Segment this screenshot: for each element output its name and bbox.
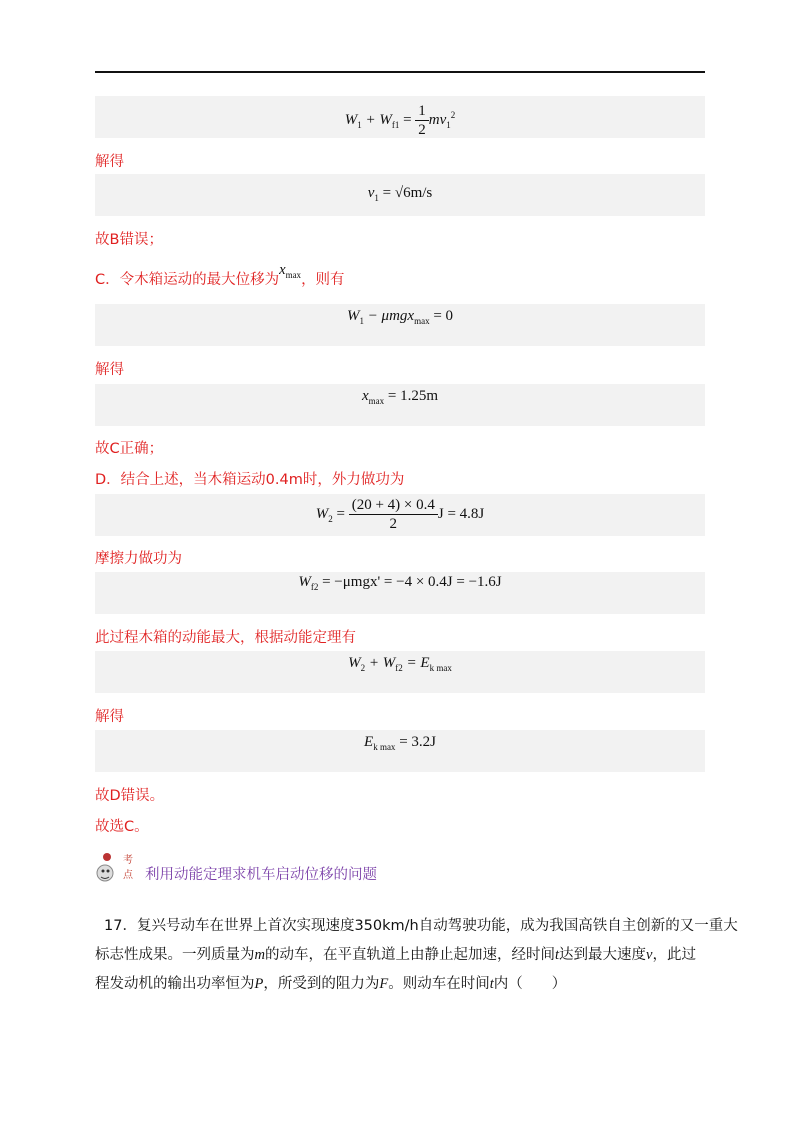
eq1-fraction: [415, 102, 429, 139]
eq8-rhs: = 3.2J: [395, 734, 436, 750]
c-intro-post: ，则有: [301, 272, 345, 288]
eq3-rhs: = 0: [429, 308, 454, 324]
q-var-v: v: [646, 947, 653, 963]
eq1-w: W: [344, 111, 358, 128]
text-jiede-2: 解得: [95, 362, 124, 378]
equation-2: [95, 185, 705, 203]
q-line3-d: 内（ ）: [493, 976, 567, 992]
text-max-ke: 此过程木箱的动能最大，根据动能定理有: [95, 630, 356, 646]
eq2-v: v: [367, 185, 375, 201]
equation-1: [95, 102, 705, 139]
text-d-wrong: 故D错误。: [95, 788, 165, 804]
equation-7: [95, 655, 705, 673]
equation-box-3: [95, 304, 705, 346]
kaodian-icon-char-2: 点: [123, 870, 133, 881]
eq5-w: W: [315, 505, 329, 522]
eq7-sub2: f2: [395, 663, 403, 673]
eq8-sub: k max: [373, 742, 396, 752]
question-17-line-2: [95, 943, 705, 964]
eq6-sub: f2: [310, 582, 319, 592]
q-line2-d: ，此过: [652, 947, 696, 963]
q-line2-b: 的动车，在平直轨道上由静止起加速，经时间: [264, 947, 555, 963]
eq2-sub: 1: [374, 193, 379, 203]
eq1-mv-sub: 1: [446, 119, 451, 130]
eq2-rhs: = √6m/s: [378, 185, 433, 201]
eq4-rhs: = 1.25m: [384, 388, 439, 404]
text-jiede-1: 解得: [95, 154, 124, 170]
eq7-sub: 2: [360, 663, 366, 673]
eq4-x: x: [361, 388, 369, 404]
eq7-w: W: [348, 655, 361, 671]
eq1-sub1: 1: [357, 119, 362, 130]
eq5-rhs: J = 4.8J: [437, 505, 485, 522]
question-17-line-3: [95, 972, 705, 993]
text-jiede-3: 解得: [95, 709, 124, 725]
text-friction: 摩擦力做功为: [95, 551, 182, 567]
eq5-denominator: 2: [389, 516, 398, 532]
question-17-line-1: 17．复兴号动车在世界上首次实现速度350km/h自动驾驶功能，成为我国高铁自主创新的又一重大: [104, 918, 738, 934]
eq5-sub: 2: [328, 513, 333, 524]
eq5-fraction: [349, 496, 438, 533]
equation-box-7: [95, 651, 705, 693]
eq6-w: W: [298, 574, 311, 590]
equation-box-8: [95, 730, 705, 772]
eq3-w: W: [346, 308, 360, 324]
eq7-sub3: k max: [429, 663, 452, 673]
eq1-numerator: 1: [415, 102, 429, 121]
q-var-t: t: [554, 947, 560, 963]
eq1-equals: =: [399, 111, 416, 128]
equation-box-1: [95, 96, 705, 138]
eq3-sub2: max: [414, 316, 430, 326]
q-line2-c: 达到最大速度: [559, 947, 647, 963]
eq6-rhs: = −μmgx' = −4 × 0.4J = −1.6J: [318, 574, 502, 590]
q-line3-a: 程发动机的输出功率恒为: [95, 976, 255, 992]
text-answer: 故选C。: [95, 819, 149, 835]
eq5-numerator: (20 + 4) × 0.4: [349, 496, 438, 515]
eq1-denominator: 2: [418, 122, 426, 138]
kaodian-icon: [95, 849, 143, 885]
eq7-plus: + W: [365, 655, 396, 671]
text-c-intro: [95, 262, 345, 290]
equation-8: [95, 734, 705, 752]
equation-box-5: [95, 494, 705, 536]
q-line2-a: 标志性成果。一列质量为: [95, 947, 255, 963]
equation-4: [95, 388, 705, 406]
q-var-m: m: [254, 947, 265, 963]
eq7-equals: = E: [402, 655, 430, 671]
eq1-sub2: f1: [391, 119, 400, 130]
text-d-intro: D．结合上述，当木箱运动0.4m时，外力做功为: [95, 472, 405, 488]
eq1-mv-sup: 2: [450, 109, 456, 120]
xmax-x: x: [279, 262, 286, 278]
q-var-t2: t: [489, 976, 494, 992]
q-line3-c: 。则动车在时间: [388, 976, 490, 992]
equation-box-2: [95, 174, 705, 216]
equation-5: [95, 496, 705, 533]
equation-3: [95, 308, 705, 326]
c-intro-pre: C．令木箱运动的最大位移为: [95, 272, 280, 288]
equation-box-4: [95, 384, 705, 426]
kaodian-label[interactable]: 利用动能定理求机车启动位移的问题: [145, 867, 377, 883]
kaodian-icon-char-1: 考: [123, 855, 133, 866]
eq3-sub: 1: [359, 316, 364, 326]
eq5-equals: =: [332, 505, 349, 522]
text-b-wrong: 故B错误；: [95, 232, 163, 248]
q-line3-b: ，所受到的阻力为: [263, 976, 380, 992]
equation-6: [95, 574, 705, 592]
eq1-mv: mv: [428, 111, 447, 128]
eq3-mid: − μmgx: [363, 308, 415, 324]
kaodian-section: [95, 847, 395, 887]
eq1-plus: + W: [361, 111, 392, 128]
xmax-sub: max: [285, 269, 302, 280]
eq8-e: E: [364, 734, 374, 750]
text-c-right: 故C正确；: [95, 441, 164, 457]
eq4-sub: max: [368, 396, 385, 406]
q-var-f: F: [379, 976, 389, 992]
equation-box-6: [95, 572, 705, 614]
header-rule: [95, 71, 705, 73]
q-var-p: P: [254, 976, 264, 992]
